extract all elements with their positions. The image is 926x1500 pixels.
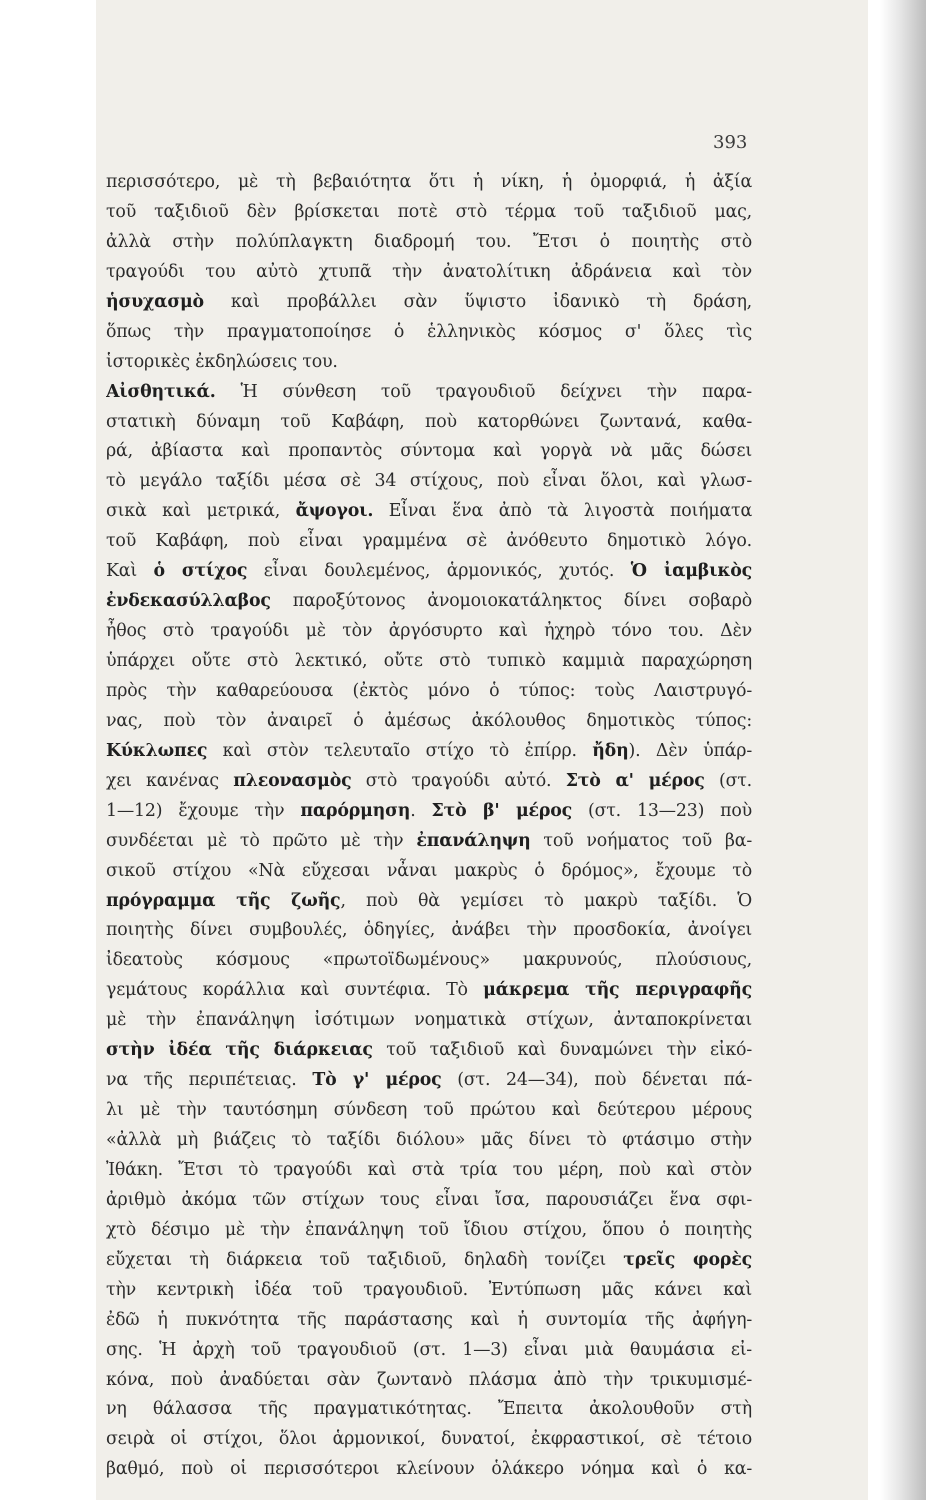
text-segment: ὑπάρχει οὔτε στὸ λεκτικό, οὔτε στὸ τυπικὸ καμμιὰ παραχώρηση — [106, 651, 752, 671]
text-segment: (στ. 24—34), ποὺ δένεται πά- — [441, 1070, 752, 1091]
bold-term: Ὁ ἰαμβικὸς — [630, 561, 752, 582]
text-line — [106, 288, 752, 318]
text-line — [106, 1036, 752, 1066]
text-segment: στατικὴ δύναμη τοῦ Καβάφη, ποὺ κατορθώνει ζωντανά, καθα- — [106, 411, 752, 432]
text-line — [106, 887, 752, 917]
bold-term: Στὸ β' μέρος — [431, 800, 573, 821]
text-line — [106, 1366, 752, 1396]
text-line — [106, 1156, 752, 1186]
text-segment: καὶ στὸν τελευταῖο στίχο τὸ ἐπίρρ. — [207, 740, 593, 761]
text-segment: Καὶ — [106, 561, 154, 582]
text-segment: τοῦ ταξιδιοῦ καὶ δυναμώνει τὴν εἰκό- — [372, 1040, 752, 1061]
text-segment: βαθμό, ποὺ οἱ περισσότεροι κλείνουν ὁλάκερο νόημα καὶ ὁ κα- — [106, 1459, 752, 1480]
text-segment: ἦθος στὸ τραγούδι μὲ τὸν ἀργόσυρτο καὶ ἠχηρὸ τόνο του. Δὲν — [106, 621, 752, 642]
text-line — [106, 1216, 752, 1246]
text-segment: κόνα, ποὺ ἀναδύεται σὰν ζωντανὸ πλάσμα ἀπὸ τὴν τρικυμισμέ- — [106, 1369, 752, 1390]
bold-term: Αἰσθητικά. — [106, 381, 216, 402]
text-line — [106, 677, 752, 707]
text-line — [106, 1246, 752, 1276]
text-line — [106, 1186, 752, 1216]
bold-term: στὴν ἰδέα τῆς διάρκειας — [106, 1040, 373, 1061]
bold-term: Κύκλωπες — [106, 740, 208, 761]
text-line — [106, 1276, 752, 1306]
text-line — [106, 378, 752, 408]
text-line — [106, 527, 752, 557]
text-line — [106, 437, 752, 467]
text-segment: ἱστορικὲς ἐκδηλώσεις του. — [106, 351, 338, 372]
text-segment: ὅπως τὴν πραγματοποίησε ὁ ἑλληνικὸς κόσμος σ' ὅλες τὶς — [106, 321, 752, 342]
body-text — [106, 168, 752, 1485]
text-line — [106, 737, 752, 767]
text-line — [106, 1096, 752, 1126]
text-segment: Εἶναι ἕνα ἀπὸ τὰ λιγοστὰ ποιήματα — [373, 501, 752, 522]
text-segment: Ἰθάκη. Ἔτσι τὸ τραγούδι καὶ στὰ τρία του μέρη, ποὺ καὶ στὸν — [106, 1159, 752, 1180]
text-segment: σειρὰ οἱ στίχοι, ὅλοι ἁρμονικοί, δυνατοί, ἐκφραστικοί, σὲ τέτοιο — [106, 1429, 752, 1450]
bold-term: ἄψογοι. — [295, 501, 374, 522]
text-line — [106, 1066, 752, 1096]
text-line — [106, 1006, 752, 1036]
text-segment: «ἀλλὰ μὴ βιάζεις τὸ ταξίδι διόλου» μᾶς δίνει τὸ φτάσιμο στὴν — [106, 1130, 752, 1150]
text-line — [106, 976, 752, 1006]
bold-term: ἐνδεκασύλλαβος — [106, 591, 271, 612]
text-segment: . — [410, 800, 432, 821]
text-line — [106, 1395, 752, 1425]
text-line — [106, 348, 752, 378]
text-segment: πρὸς τὴν καθαρεύουσα (ἐκτὸς μόνο ὁ τύπος: τοὺς Λαιστρυγό- — [106, 680, 752, 701]
text-segment: τὸ μεγάλο ταξίδι μέσα σὲ 34 στίχους, ποὺ εἶναι ὅλοι, καὶ γλωσ- — [106, 471, 752, 492]
page-number: 393 — [713, 132, 748, 153]
text-line — [106, 617, 752, 647]
bold-term: Τὸ γ' μέρος — [312, 1070, 442, 1091]
text-line — [106, 916, 752, 946]
text-line — [106, 647, 752, 677]
text-line — [106, 827, 752, 857]
text-segment: σης. Ἡ ἀρχὴ τοῦ τραγουδιοῦ (στ. 1—3) εἶναι μιὰ θαυμάσια εἰ- — [106, 1339, 752, 1360]
text-line — [106, 707, 752, 737]
bold-term: πρόγραμμα τῆς ζωῆς — [106, 890, 341, 911]
bold-term: Στὸ α' μέρος — [565, 770, 705, 791]
text-segment: τὴν κεντρικὴ ἰδέα τοῦ τραγουδιοῦ. Ἐντύπωση μᾶς κάνει καὶ — [106, 1279, 752, 1300]
text-segment: Ἡ σύνθεση τοῦ τραγουδιοῦ δείχνει τὴν παρα- — [215, 381, 752, 402]
text-line — [106, 497, 752, 527]
text-segment: χτὸ δέσιμο μὲ τὴν ἐπανάληψη τοῦ ἴδιου στίχου, ὅπου ὁ ποιητὴς — [106, 1219, 752, 1240]
text-line — [106, 228, 752, 258]
text-line — [106, 1336, 752, 1366]
text-segment: ἰδεατοὺς κόσμους «πρωτοϊδωμένους» μακρυνούς, πλούσιους, — [106, 950, 752, 971]
text-segment: ποιητὴς δίνει συμβουλές, ὁδηγίες, ἀνάβει τὴν προσδοκία, ἀνοίγει — [106, 920, 752, 941]
text-segment: νας, ποὺ τὸν ἀναιρεῖ ὁ ἀμέσως ἀκόλουθος δημοτικὸς τύπος: — [106, 710, 752, 731]
text-segment: στὸ τραγούδι αὐτό. — [351, 770, 566, 791]
bold-term: μάκρεμα τῆς περιγραφῆς — [483, 980, 752, 1001]
text-segment: σικοῦ στίχου «Νὰ εὔχεσαι νἆναι μακρὺς ὁ δρόμος», ἔχουμε τὸ — [106, 860, 752, 881]
text-line — [106, 797, 752, 827]
text-line — [106, 1455, 752, 1485]
text-line — [106, 408, 752, 438]
text-segment: εὔχεται τὴ διάρκεια τοῦ ταξιδιοῦ, δηλαδὴ τονίζει — [106, 1249, 624, 1270]
text-line — [106, 857, 752, 887]
bold-term: ἤδη — [592, 740, 629, 761]
bold-term: ὁ στίχος — [153, 561, 248, 582]
text-line — [106, 1306, 752, 1336]
text-segment: γεμάτους κοράλλια καὶ συντέφια. Τὸ — [106, 980, 484, 1001]
bold-term: τρεῖς φορὲς — [623, 1249, 752, 1270]
text-segment: τοῦ Καβάφη, ποὺ εἶναι γραμμένα σὲ ἀνόθευτο δημοτικὸ λόγο. — [106, 531, 752, 552]
text-segment: ). Δὲν ὑπάρ- — [628, 740, 752, 761]
text-segment: (στ. 13—23) ποὺ — [572, 800, 752, 821]
text-line — [106, 587, 752, 617]
text-segment: ρά, ἀβίαστα καὶ προπαντὸς σύντομα καὶ γοργὰ νὰ μᾶς δώσει — [106, 441, 752, 462]
text-segment: καὶ προβάλλει σὰν ὕψιστο ἰδανικὸ τὴ δράση, — [203, 291, 752, 312]
text-segment: , ποὺ θὰ γεμίσει τὸ μακρὺ ταξίδι. Ὁ — [340, 890, 752, 911]
text-segment: μὲ τὴν ἐπανάληψη ἰσότιμων νοηματικὰ στίχων, ἀνταποκρίνεται — [106, 1010, 752, 1031]
text-segment: συνδέεται μὲ τὸ πρῶτο μὲ τὴν — [106, 830, 417, 851]
text-segment: παροξύτονος ἀνομοιοκατάληκτος δίνει σοβαρὸ — [270, 591, 752, 612]
text-segment: να τῆς περιπέτειας. — [106, 1070, 313, 1091]
text-line — [106, 258, 752, 288]
text-segment: 1—12) ἔχουμε τὴν — [106, 800, 301, 821]
text-segment: ἀριθμὸ ἀκόμα τῶν στίχων τους εἶναι ἴσα, παρουσιάζει ἕνα σφι- — [106, 1189, 752, 1210]
bold-term: ἡσυχασμὸ — [106, 291, 204, 312]
bold-term: ἐπανάληψη — [416, 830, 531, 851]
text-segment: νη θάλασσα τῆς πραγματικότητας. Ἔπειτα ἀκολουθοῦν στὴ — [106, 1399, 752, 1420]
text-segment: τοῦ νοήματος τοῦ βα- — [530, 830, 752, 851]
text-segment: ἀλλὰ στὴν πολύπλαγκτη διαδρομή του. Ἔτσι ὁ ποιητὴς στὸ — [106, 231, 752, 252]
text-segment: τραγούδι του αὐτὸ χτυπᾶ τὴν ἀνατολίτικη ἀδράνεια καὶ τὸν — [106, 261, 752, 282]
text-segment: τοῦ ταξιδιοῦ δὲν βρίσκεται ποτὲ στὸ τέρμα τοῦ ταξιδιοῦ μας, — [106, 201, 752, 222]
text-segment: χει κανένας — [106, 770, 234, 791]
text-line — [106, 318, 752, 348]
text-line — [106, 767, 752, 797]
text-line — [106, 557, 752, 587]
text-line — [106, 1425, 752, 1455]
bold-term: παρόρμηση — [300, 800, 411, 821]
text-segment: σικὰ καὶ μετρικά, — [106, 501, 296, 522]
bold-term: πλεονασμὸς — [233, 770, 352, 791]
text-line — [106, 946, 752, 976]
text-line — [106, 1126, 752, 1156]
text-segment: ἐδῶ ἡ πυκνότητα τῆς παράστασης καὶ ἡ συντομία τῆς ἀφήγη- — [106, 1309, 752, 1330]
text-segment: εἶναι δουλεμένος, ἁρμονικός, χυτός. — [247, 561, 631, 582]
text-line — [106, 467, 752, 497]
text-segment: περισσότερο, μὲ τὴ βεβαιότητα ὅτι ἡ νίκη, ἡ ὀμορφιά, ἡ ἀξία — [106, 172, 752, 192]
text-line — [106, 168, 752, 198]
text-line — [106, 198, 752, 228]
text-segment: (στ. — [704, 770, 752, 791]
text-segment: λι μὲ τὴν ταυτόσημη σύνδεση τοῦ πρώτου καὶ δεύτερου μέρους — [106, 1100, 752, 1121]
